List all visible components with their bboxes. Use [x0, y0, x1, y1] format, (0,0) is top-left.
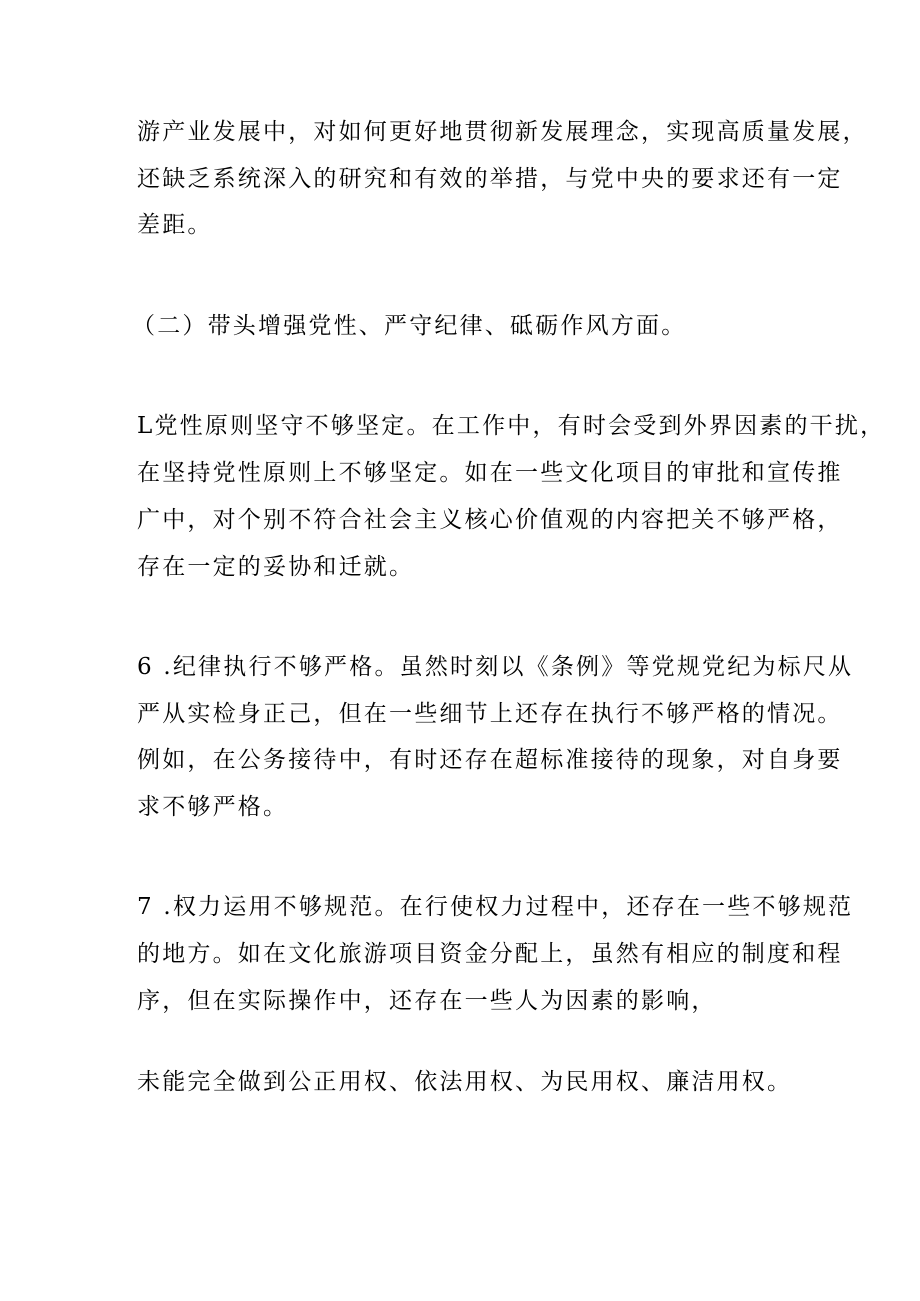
paragraph-6-line-4: 求不够严格。 [137, 794, 289, 820]
paragraph-6-line-2: 严从实检身正己，但在一些细节上还存在执行不够严格的情况。 [137, 701, 843, 727]
paragraph-6-line-1: 6 .纪律执行不够严格。虽然时刻以《条例》等党规党纪为标尺从 [137, 654, 854, 680]
paragraph-5-line-1: L党性原则坚守不够坚定。在工作中，有时会受到外界因素的干扰， [137, 413, 886, 439]
section-heading: （二）带头增强党性、严守纪律、砥砺作风方面。 [132, 313, 687, 339]
paragraph-7-line-3: 序，但在实际操作中，还存在一些人为因素的影响， [137, 988, 717, 1014]
paragraph-7-line-2: 的地方。如在文化旅游项目资金分配上，虽然有相应的制度和程 [137, 941, 843, 967]
paragraph-1-line-3: 差距。 [137, 212, 213, 238]
paragraph-5-line-3: 广中，对个别不符合社会主义核心价值观的内容把关不够严格， [137, 507, 843, 533]
paragraph-5-line-4: 存在一定的妥协和迁就。 [137, 554, 415, 580]
paragraph-5-line-2: 在坚持党性原则上不够坚定。如在一些文化项目的审批和宣传推 [137, 460, 843, 486]
paragraph-1-line-2: 还缺乏系统深入的研究和有效的举措，与党中央的要求还有一定 [137, 166, 843, 192]
paragraph-7-line-1: 7 .权力运用不够规范。在行使权力过程中，还存在一些不够规范 [137, 894, 854, 920]
paragraph-6-line-3: 例如，在公务接待中，有时还存在超标准接待的现象，对自身要 [137, 747, 843, 773]
paragraph-8-line-1: 未能完全做到公正用权、依法用权、为民用权、廉洁用权。 [137, 1069, 793, 1095]
paragraph-1-line-1: 游产业发展中，对如何更好地贯彻新发展理念，实现高质量发展， [137, 119, 868, 145]
